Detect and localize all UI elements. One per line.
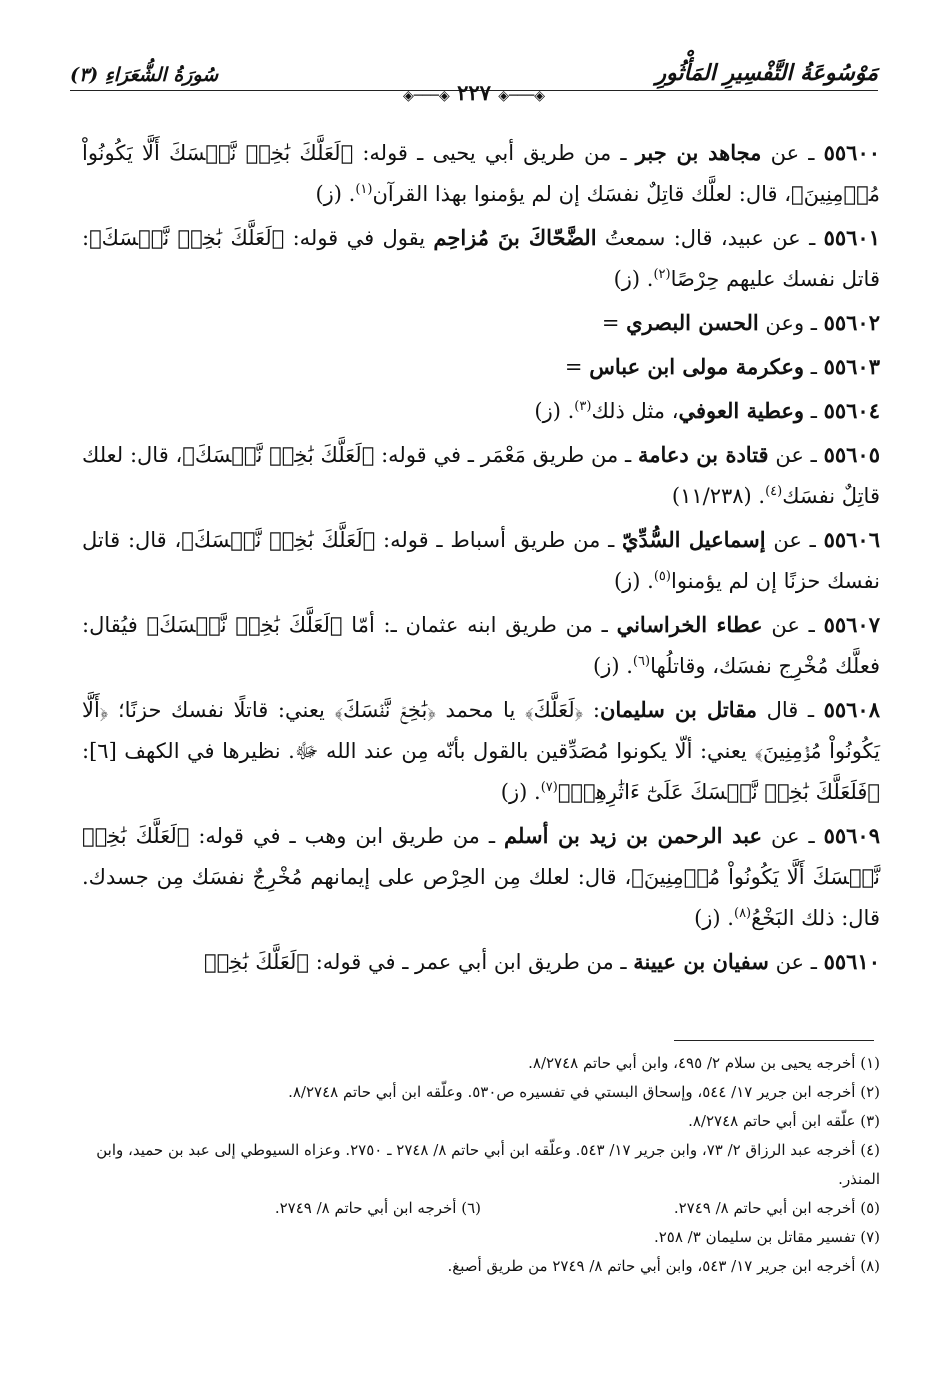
footnote-ref[interactable]: (٧) [540, 780, 558, 795]
footnote-ref[interactable]: (٥) [653, 569, 671, 584]
entry-55606 [82, 519, 880, 602]
entry-prefix: ـ عن [762, 613, 824, 637]
footnote-ref[interactable]: (٢) [653, 267, 671, 282]
entry-prefix: ـ [804, 399, 824, 423]
footnote-7: (٧) تفسير مقاتل بن سليمان ٣/ ٢٥٨. [653, 1228, 880, 1246]
entry-55609 [82, 815, 880, 939]
footnote-8: (٨) أخرجه ابن جرير ١٧/ ٥٤٣، وابن أبي حاتم ٨/ ٢٧٤٩ من طريق أصبغ. [447, 1257, 880, 1275]
footnote-1: (١) أخرجه يحيى بن سلام ٢/ ٤٩٥، وابن أبي حاتم ٨/٢٧٤٨. [528, 1054, 880, 1072]
entry-number: ٥٥٦٠٤ [823, 398, 880, 423]
entry-prefix: ـ عن [768, 950, 824, 974]
entry-55602 [82, 302, 880, 344]
footnote-4: (٤) أخرجه عبد الرزاق ٢/ ٧٣، وابن جرير ١٧/ ٥٤٣. وعلّقه ابن أبي حاتم ٨/ ٢٧٤٨ ـ ٢٧٥٠. وعزاه السيوطي إلى عبد بن حميد، وابن المنذر. [96, 1141, 880, 1188]
entry-end: . (ز) [694, 906, 734, 930]
entry-number: ٥٥٦٠٥ [823, 442, 880, 467]
entry-number: ٥٥٦١٠ [823, 949, 880, 974]
page-number: ٢٢٧ [457, 80, 491, 105]
entry-text: = [601, 311, 627, 335]
entry-number: ٥٥٦٠٧ [823, 612, 880, 637]
ornament-left: ◈───◈ [402, 88, 450, 104]
entry-text: : ﴿لَعَلَّكَ﴾ يا محمد ﴿بَٰخِعٞ نَّفۡسَكَ﴾ يعني: قاتلًا نفسك حزنًا؛ ﴿أَلَّا يَكُونُواْ مُؤۡمِنِينَ﴾ يعني: ألّا يكونوا مُصَدِّقين بالقول بأنّه مِن عند الله ﷻ. نظيرها في الكهف [٦]: ﴿فَلَعَلَّكَ بَٰخِعٞ نَّفۡسَكَ عَلَىٰٓ ءَاثَٰرِهِمۡ﴾ [82, 698, 880, 804]
footnote-row-5-6 [82, 1194, 880, 1223]
entry-prefix: ـ عن [768, 443, 824, 467]
entry-55605 [82, 434, 880, 517]
entry-prefix: ـ عن [761, 141, 824, 165]
entry-author: قتادة بن دعامة [638, 442, 769, 467]
footnote-2: (٢) أخرجه ابن جرير ١٧/ ٥٤٤، وإسحاق البستي في تفسيره ص٥٣٠. وعلّقه ابن أبي حاتم ٨/٢٧٤٨. [288, 1083, 880, 1101]
entry-author: مقاتل بن سليمان [599, 697, 758, 722]
entry-prefix: ـ عن عبيد، قال: سمعتُ [596, 226, 824, 250]
footnotes [82, 1049, 880, 1281]
entry-author: سفيان بن عيينة [633, 949, 769, 974]
entry-end: . (١١/٢٣٨) [671, 484, 766, 508]
entry-55604 [82, 390, 880, 432]
entry-end: . (ز) [500, 780, 541, 804]
entry-number: ٥٥٦٠٣ [823, 354, 880, 379]
ornament-right: ◈───◈ [498, 88, 546, 104]
footnote-3: (٣) علّقه ابن أبي حاتم ٨/٢٧٤٨. [688, 1112, 880, 1130]
entry-author: الحسن البصري [626, 310, 759, 335]
entry-text: = [564, 355, 590, 379]
entry-text: ـ من طريق ابن وهب ـ في قوله: ﴿لَعَلَّكَ بَٰخِعٞ نَّفۡسَكَ أَلَّا يَكُونُواْ مُؤۡمِنِينَ﴾، قال: لعلك مِن الحِرْص على إيمانهم مُخْرِجٌ نفسَك مِن جسدك. قال: ذلك البَخْعُ [82, 824, 880, 930]
entry-text: يقول في قوله: ﴿لَعَلَّكَ بَٰخِعٞ نَّفۡسَكَ﴾: قاتل نفسك عليهم حِرْصًا [82, 226, 880, 291]
footnote-ref[interactable]: (٤) [765, 484, 783, 499]
entry-number: ٥٥٦٠١ [823, 225, 880, 250]
entry-text: ـ من طريق ابن أبي عمر ـ في قوله: ﴿لَعَلَّكَ بَٰخِعٞ [203, 950, 634, 974]
entry-end: . (ز) [613, 569, 654, 593]
entry-end: . (ز) [593, 654, 633, 678]
footnote-6: (٦) أخرجه ابن أبي حاتم ٨/ ٢٧٤٩. [274, 1199, 481, 1217]
entry-author: عطاء الخراساني [616, 612, 763, 637]
entry-prefix: ـ عن [765, 528, 824, 552]
entry-text: ـ من طريق أسباط ـ قوله: ﴿لَعَلَّكَ بَٰخِعٞ نَّفۡسَكَ﴾، قال: قاتل نفسك حزنًا إن لم يؤمنوا [82, 528, 880, 593]
entry-text: ـ من طريق أبي يحيى ـ قوله: ﴿لَعَلَّكَ بَٰخِعٞ نَّفۡسَكَ أَلَّا يَكُونُواْ مُؤۡمِنِينَ﴾، قال: لعلَّك قاتِلٌ نفسَك إن لم يؤمنوا بهذا القرآن [82, 141, 880, 206]
footnote-ref[interactable]: (٦) [632, 654, 651, 669]
entry-end: . (ز) [613, 267, 654, 291]
entry-number: ٥٥٦٠٢ [823, 310, 880, 335]
entry-55603 [82, 346, 880, 388]
footnote-ref[interactable]: (٣) [574, 399, 592, 414]
entry-author: الضَّحّاكَ بنَ مُزاحِم [433, 225, 597, 250]
entry-author: عبد الرحمن بن زيد بن أسلم [504, 823, 762, 848]
entry-author: وعطية العوفي [678, 398, 805, 423]
entry-55601 [82, 217, 880, 300]
book-title: مَوْسُوعَةُ التَّفْسِيرِ المَأْثُورِ [655, 60, 878, 86]
entry-55610 [82, 941, 880, 983]
page-number-line [0, 80, 948, 105]
entry-55607 [82, 604, 880, 687]
entry-author: مجاهد بن جبر [635, 140, 762, 165]
entry-text: ـ من طريق مَعْمَر ـ في قوله: ﴿لَعَلَّكَ بَٰخِعٞ نَّفۡسَكَ﴾، قال: لعلك قاتِلٌ نفسَك [82, 443, 880, 508]
entry-prefix: ـ وعن [758, 311, 824, 335]
entry-prefix: ـ قال [757, 698, 824, 722]
entry-text: ، مثل ذلك [591, 399, 679, 423]
entry-text: ـ من طريق ابنه عثمان ـ: أمّا ﴿لَعَلَّكَ بَٰخِعٞ نَّفۡسَكَ﴾ فيُقال: فعلَّك مُخْرِج نفسَك، وقاتلُها [82, 613, 880, 678]
footnote-ref[interactable]: (١) [355, 182, 373, 197]
entry-end: . (ز) [315, 182, 356, 206]
footnote-separator [674, 1040, 874, 1041]
main-text [82, 132, 880, 985]
entry-number: ٥٥٦٠٦ [823, 527, 880, 552]
entry-end: . (ز) [534, 399, 575, 423]
entry-author: إسماعيل السُّدِّيّ [622, 527, 766, 552]
entry-prefix: ـ [804, 355, 824, 379]
footnote-ref[interactable]: (٨) [733, 906, 752, 921]
entry-author: وعكرمة مولى ابن عباس [589, 354, 805, 379]
entry-55600 [82, 132, 880, 215]
entry-55608 [82, 689, 880, 813]
surah-title: سُورَةُ الشُّعَرَاءِ (٣) [70, 64, 219, 86]
footnote-5: (٥) أخرجه ابن أبي حاتم ٨/ ٢٧٤٩. [673, 1199, 880, 1217]
entry-prefix: ـ عن [761, 824, 824, 848]
entry-number: ٥٥٦٠٨ [823, 697, 880, 722]
entry-number: ٥٥٦٠٠ [823, 140, 881, 165]
entry-number: ٥٥٦٠٩ [823, 823, 880, 848]
